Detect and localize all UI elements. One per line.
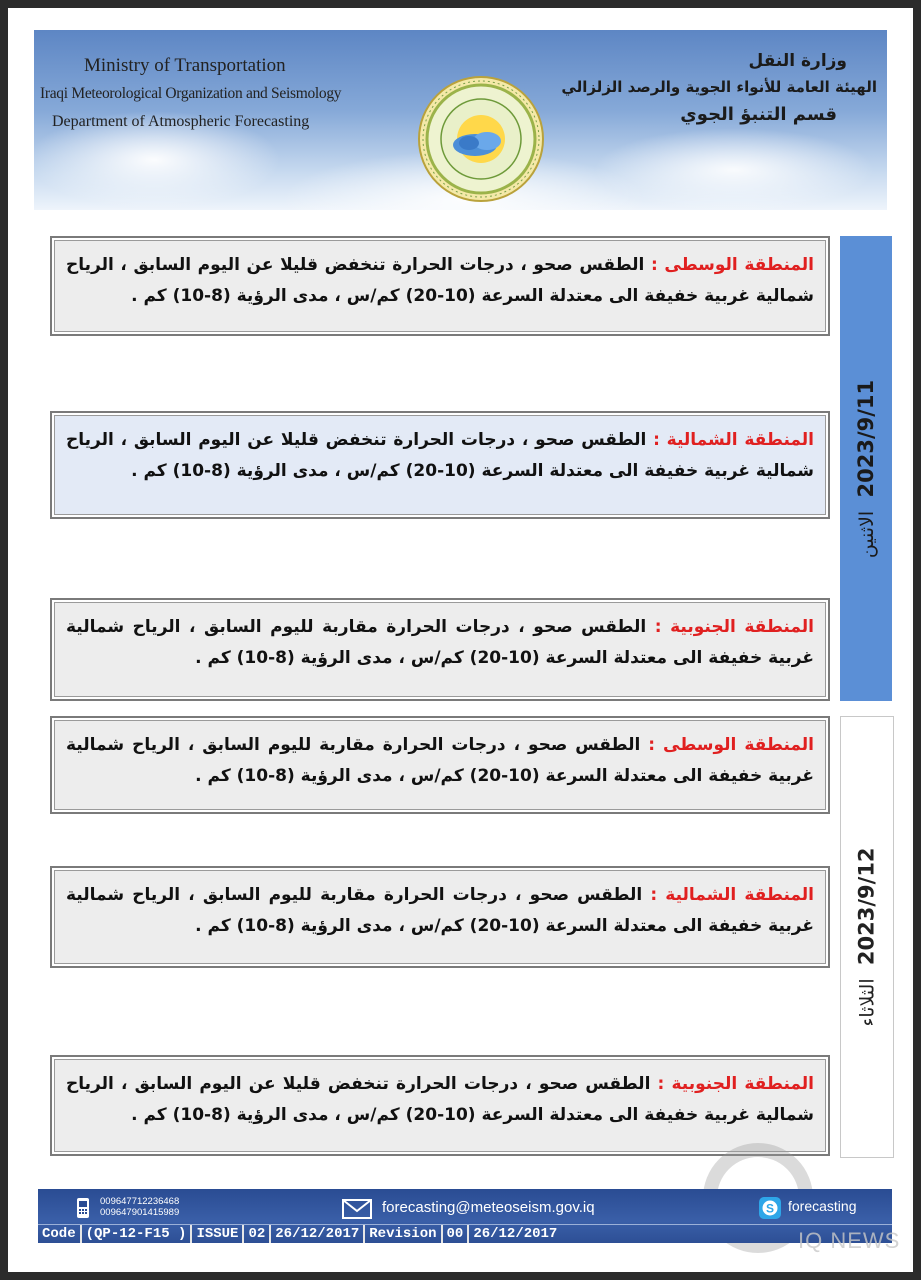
region-forecast-text: الطقس صحو ، درجات الحرارة تنخفض قليلا عن اليوم السابق ، الرياح شمالية غربية خفيفة الى معتدلة السرعة (10-20) كم/س ، مدى الرؤية (8-10) كم .	[66, 430, 814, 481]
region-name: المنطقة الجنوبية :	[657, 1074, 814, 1094]
day-label	[854, 379, 878, 557]
department-name-en: Department of Atmospheric Forecasting	[52, 113, 310, 130]
code-value: (QP-12-F15 )	[80, 1225, 191, 1243]
footer-email[interactable]: forecasting@meteoseism.gov.iq	[382, 1199, 595, 1216]
region-name: المنطقة الوسطى :	[648, 735, 814, 755]
region-name: المنطقة الشمالية :	[650, 885, 814, 905]
day-date: 2023/9/12	[855, 847, 879, 966]
department-name-ar: قسم التنبؤ الجوي	[680, 104, 837, 125]
day-name: الاثنين	[856, 510, 878, 558]
region-forecast-box	[50, 411, 830, 519]
day-date: 2023/9/11	[854, 379, 878, 497]
svg-text:S: S	[765, 1201, 775, 1216]
header-banner	[34, 30, 887, 210]
organization-name-ar: الهيئة العامة للأنواء الجوية والرصد الزلزالي	[561, 78, 877, 96]
phone-number: 009647712236468	[100, 1196, 180, 1207]
region-forecast-text: الطقس صحو ، درجات الحرارة مقاربة لليوم السابق ، الرياح شمالية غربية خفيفة الى معتدلة السرعة (10-20) كم/س ، مدى الرؤية (8-10) كم .	[66, 885, 814, 936]
revision-date: 26/12/2017	[467, 1225, 561, 1243]
region-forecast-box	[50, 598, 830, 701]
phone-number: 009647901415989	[100, 1207, 180, 1218]
region-forecast-box	[50, 716, 830, 814]
header-english	[40, 52, 342, 136]
region-name: المنطقة الجنوبية :	[654, 617, 814, 637]
footer-bar	[38, 1189, 892, 1243]
region-forecast-text: الطقس صحو ، درجات الحرارة مقاربة لليوم السابق ، الرياح شمالية غربية خفيفة الى معتدلة السرعة (10-20) كم/س ، مدى الرؤية (8-10) كم .	[66, 617, 814, 668]
phone-icon	[76, 1197, 90, 1219]
day-label	[855, 847, 879, 1026]
document-code-row	[38, 1224, 892, 1243]
ministry-name-en: Ministry of Transportation	[84, 55, 286, 76]
forecast-page	[8, 8, 913, 1272]
day-column-tuesday	[840, 716, 894, 1158]
region-name: المنطقة الوسطى :	[650, 255, 814, 275]
meteorological-organization-seal-icon	[417, 75, 545, 203]
header-arabic	[561, 48, 877, 130]
day-column-monday	[840, 236, 892, 701]
revision-label: Revision	[363, 1225, 440, 1243]
revision-value: 00	[441, 1225, 468, 1243]
skype-icon	[758, 1196, 782, 1220]
code-label: Code	[42, 1226, 76, 1242]
footer-skype: forecasting	[788, 1198, 857, 1214]
issue-date: 26/12/2017	[269, 1225, 363, 1243]
watermark-text: IQ NEWS	[798, 1228, 901, 1253]
region-forecast-text: الطقس صحو ، درجات الحرارة تنخفض قليلا عن اليوم السابق ، الرياح شمالية غربية خفيفة الى معتدلة السرعة (10-20) كم/س ، مدى الرؤية (8-10) كم .	[66, 1074, 814, 1125]
issue-label: ISSUE	[190, 1225, 242, 1243]
region-name: المنطقة الشمالية :	[653, 430, 814, 450]
region-forecast-box	[50, 866, 830, 968]
day-name: الثلاثاء	[857, 978, 879, 1027]
mail-icon	[342, 1199, 372, 1219]
region-forecast-text: الطقس صحو ، درجات الحرارة مقاربة لليوم السابق ، الرياح شمالية غربية خفيفة الى معتدلة السرعة (10-20) كم/س ، مدى الرؤية (8-10) كم .	[66, 735, 814, 786]
issue-value: 02	[242, 1225, 269, 1243]
footer-phones	[100, 1196, 179, 1218]
region-forecast-text: الطقس صحو ، درجات الحرارة تنخفض قليلا عن اليوم السابق ، الرياح شمالية غربية خفيفة الى معتدلة السرعة (10-20) كم/س ، مدى الرؤية (8-10) كم .	[66, 255, 814, 306]
organization-name-en: Iraqi Meteorological Organization and Seismology	[40, 85, 342, 102]
ministry-name-ar: وزارة النقل	[748, 51, 847, 71]
region-forecast-box	[50, 236, 830, 336]
